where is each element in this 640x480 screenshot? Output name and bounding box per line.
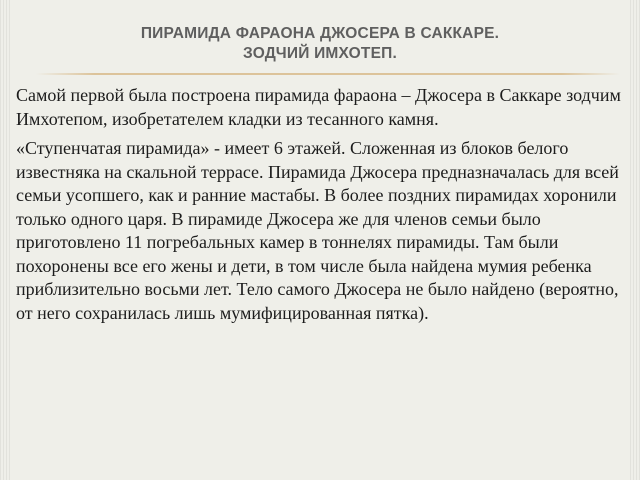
- slide-title-line-1: ПИРАМИДА ФАРАОНА ДЖОСЕРА В САККАРЕ.: [140, 25, 500, 42]
- slide-title-line-2: ЗОДЧИЙ ИМХОТЕП.: [243, 45, 397, 62]
- paragraph-intro: Самой первой была построена пирамида фараона – Джосера в Саккаре зодчим Имхотепом, изобретателем кладки из тесанного камня.: [16, 85, 621, 129]
- slide-body: [16, 84, 626, 331]
- slide-title: [20, 24, 620, 64]
- title-divider: [36, 73, 620, 75]
- left-decorative-stripe: [0, 0, 10, 480]
- right-decorative-stripe: [630, 0, 640, 480]
- paragraph-description: «Ступенчатая пирамида» - имеет 6 этажей. Сложенная из блоков белого известняка на скальной террасе. Пирамида Джосера предназначалась для всей семьи усопшего, как и ранние мастабы. В более поздних пирамидах хоронили только одного царя. В пирамиде Джосера же для членов семьи было приготовлено 11 погребальных камер в тоннелях пирамиды. Там были похоронены все его жены и дети, в том числе была найдена мумия ребенка приблизительно восьми лет. Тело самого Джосера не было найдено (вероятно, от него сохранилась лишь мумифицированная пятка).: [16, 138, 619, 323]
